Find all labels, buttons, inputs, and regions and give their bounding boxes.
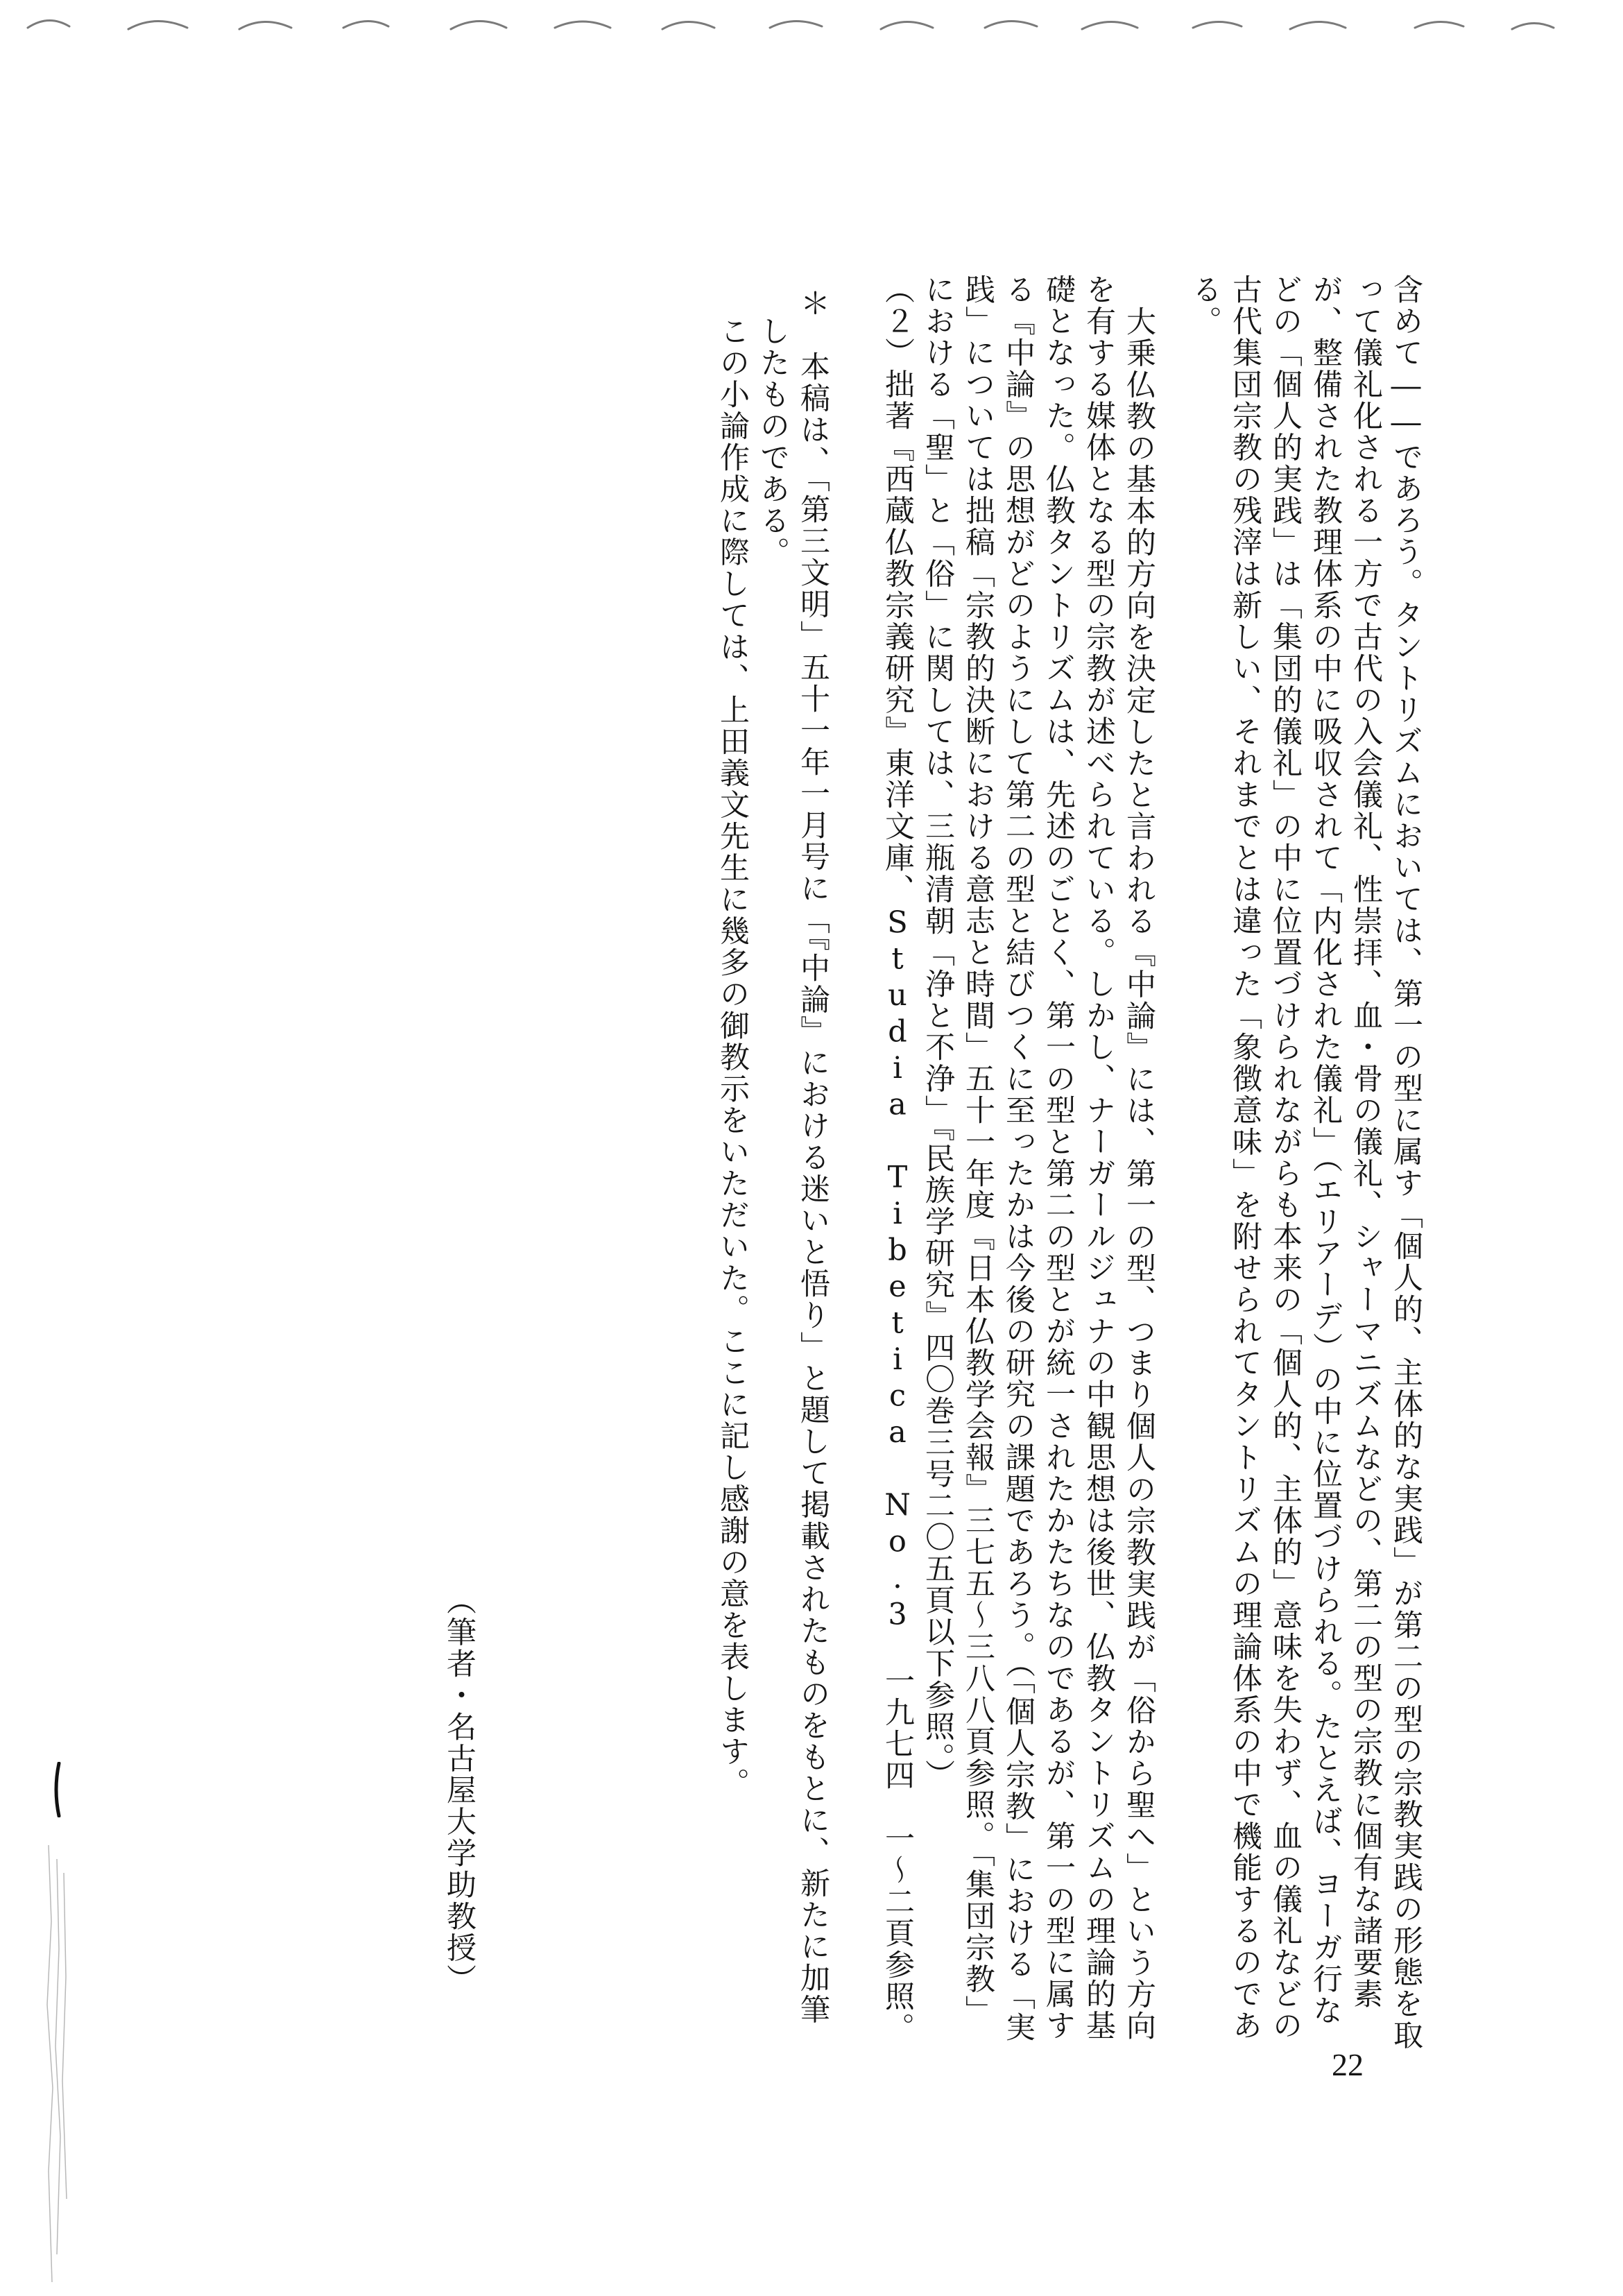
vertical-text-block: [694, 274, 1429, 2051]
main-text-line: どの「個人的実践」は「集団的儀礼」の中に位置づけられながらも本来の「個人的、主体的」意味を失わず、血の儀礼などの: [1268, 274, 1303, 2041]
acknowledgement-line: したものである。: [755, 316, 790, 568]
note-line: 践」については拙稿「宗教的決断における意志と時間」五十一年度『日本仏教学会報』三七五～三八八頁参照。「集団宗教」: [961, 274, 995, 2027]
main-text-line: 古代集団宗教の残滓は新しい、それまでとは違った「象徴意味」を附せられてタントリズムの理論体系の中で機能するのであ: [1228, 274, 1262, 2041]
note-line: における「聖」と「俗」に関しては、三瓶清朝「浄と不浄」『民族学研究』四〇巻三号二〇五頁以下参照。）: [920, 274, 955, 1791]
note-line: る『中論』の思想がどのようにして第二の型と結びつくに至ったかは今後の研究の課題であろう。（「個人宗教」における「実: [1001, 274, 1036, 2044]
main-text-line: る。: [1187, 274, 1222, 337]
acknowledgement-line: この小論作成に際しては、上田義文先生に幾多の御教示をいただいた。ここに記し感謝の意を表します。: [715, 316, 750, 1799]
main-text-line: 含めて――であろう。タントリズムにおいては、第一の型に属す「個人的、主体的な実践」が第二の型の宗教実践の形態を取: [1389, 274, 1423, 2051]
scan-edge-marks: [0, 0, 1623, 49]
note-2-line: （２）拙著『西蔵仏教宗義研究』東洋文庫、Studia Tibetica No.3 一九七四 一～二頁参照。: [880, 274, 915, 2044]
author-signature: （筆者・名古屋大学助教授）: [442, 1585, 476, 1996]
page-number: 22: [1332, 2047, 1364, 2082]
bracket-mark: [52, 1762, 62, 1817]
note-line: 大乗仏教の基本的方向を決定したと言われる『中論』には、第一の型、つまり個人の宗教実践が「俗から聖へ」という方向: [1122, 306, 1156, 2042]
note-line: 礎となった。仏教タントリズムは、先述のごとく、第一の型と第二の型とが統一されたかたちなのであるが、第一の型に属す: [1041, 274, 1076, 2041]
note-line: を有する媒体となる型の宗教が述べられている。しかし、ナーガールジュナの中観思想は後世、仏教タントリズムの理論的基: [1081, 274, 1116, 2041]
acknowledgement-line: ＊ 本稿は、「第三文明」五十一年一月号に「『中論』における迷いと悟り」と題して掲載されたものをもとに、新たに加筆: [796, 288, 830, 2025]
main-text-line: が、整備された教理体系の中に吸収されて「内化された儀礼」（エリアーデ）の中に位置づけられる。たとえば、ヨーガ行な: [1308, 274, 1343, 2027]
main-text-line: って儀礼化される一方で古代の入会儀礼、性崇拝、血・骨の儀礼、シャーマニズムなどの、第二の型の宗教に個有な諸要素: [1348, 274, 1383, 2010]
scan-fore-edge: [0, 1838, 76, 2289]
